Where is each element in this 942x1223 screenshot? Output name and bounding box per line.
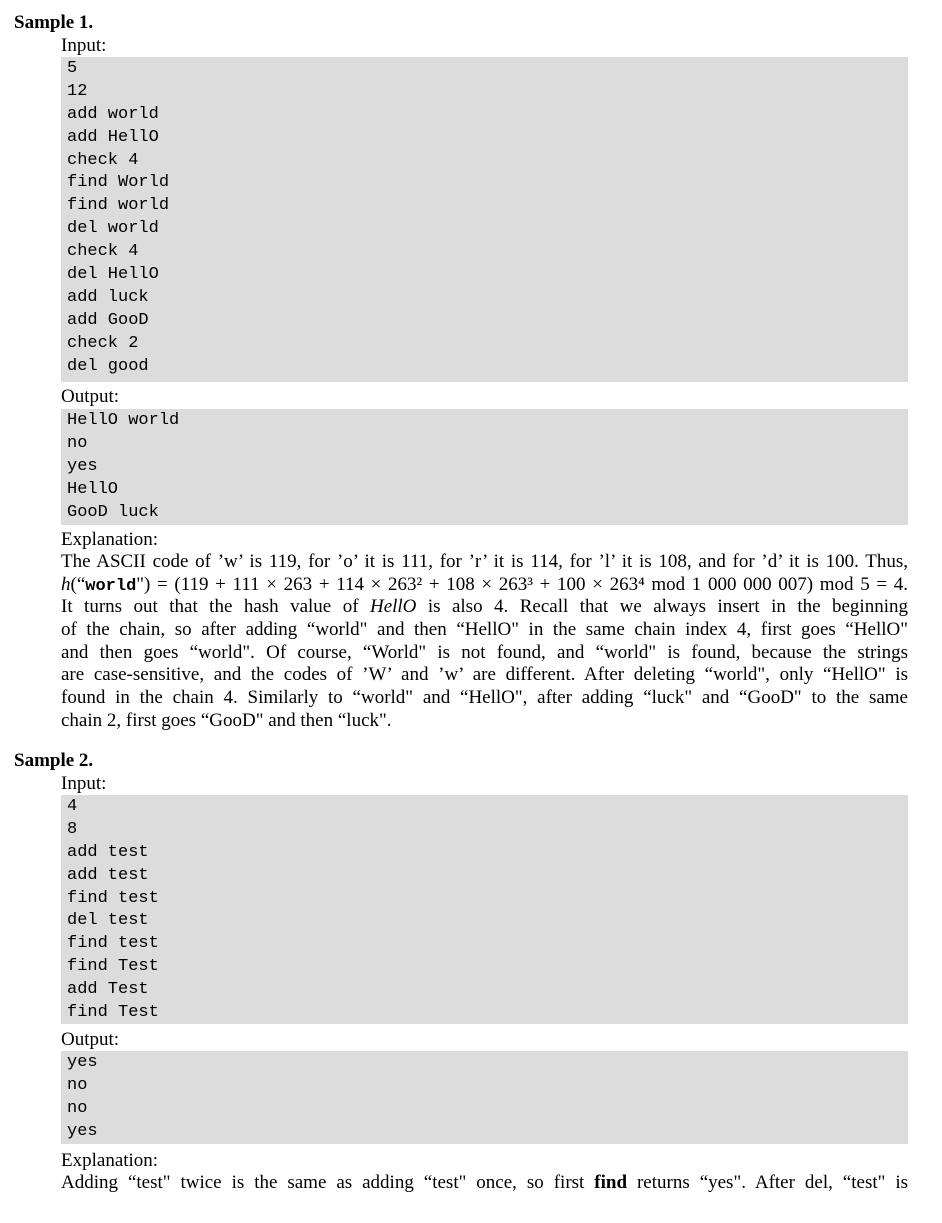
sample-2-input-box	[61, 795, 908, 1024]
explanation-line: and then goes “world". Of course, “World" is not found, and “world" is found, because the strings	[61, 641, 908, 663]
code-line: yes	[67, 1053, 98, 1072]
sample-1-input-label: Input:	[61, 35, 107, 56]
code-line: GooD luck	[67, 502, 159, 522]
code-line: no	[67, 1075, 88, 1095]
hash-function-symbol: h	[61, 573, 71, 595]
explanation-line: found in the chain 4. Similarly to “world" and “HellO", after adding “luck" and “GooD" to the same	[61, 687, 908, 709]
explanation-text: It turns out that the hash value of	[61, 596, 370, 618]
code-line: yes	[67, 1121, 98, 1141]
code-line: check 4	[67, 242, 139, 262]
code-line: add world	[67, 104, 159, 124]
sample-2-explanation	[61, 1172, 908, 1195]
explanation-text: returns “yes". After del, “test" is	[627, 1172, 909, 1193]
code-line: del HellO	[67, 265, 159, 285]
code-line: 4	[67, 797, 78, 816]
code-line: add test	[67, 842, 149, 862]
code-line: add luck	[67, 287, 149, 307]
code-line: del world	[67, 219, 159, 239]
explanation-line	[61, 1172, 908, 1195]
formula-rest: ") = (119 + 111 × 263 + 114 × 263² + 108 × 263³ + 100 × 263⁴ mod 1 000 000 007) mod 5 = 4.	[136, 573, 908, 595]
code-line: add Test	[67, 980, 149, 1000]
code-line: find Test	[67, 957, 159, 977]
code-line: find Test	[67, 1003, 159, 1023]
sample-2-explanation-label: Explanation:	[61, 1150, 159, 1171]
explanation-line: of the chain, so after adding “world" and then “HellO" in the same chain index 4, first goes “HellO"	[61, 619, 908, 641]
code-line: no	[67, 433, 88, 453]
explanation-line: The ASCII code of ’w’ is 119, for ’o’ it is 111, for ’r’ it is 114, for ’l’ it is 108, and for ’d’ it is 100. Thus,	[61, 551, 908, 572]
code-line: find world	[67, 196, 170, 216]
code-line: HellO world	[67, 411, 180, 430]
sample-1-output-label: Output:	[61, 386, 120, 407]
code-line: del test	[67, 911, 149, 931]
code-line: 12	[67, 81, 88, 101]
sample-2-output-label: Output:	[61, 1029, 120, 1050]
code-line: no	[67, 1098, 88, 1118]
sample-1-explanation	[61, 551, 908, 733]
explanation-text: Adding “test" twice is the same as adding “test" once, so first	[61, 1172, 595, 1193]
explanation-line	[61, 596, 908, 619]
sample-2-heading: Sample 2.	[14, 750, 94, 771]
code-line: 8	[67, 819, 78, 839]
code-line: add test	[67, 865, 149, 885]
code-line: yes	[67, 456, 98, 476]
sample-2-output-box	[61, 1051, 908, 1144]
code-line: find test	[67, 888, 159, 908]
sample-1-explanation-label: Explanation:	[61, 529, 159, 550]
sample-2-input-label: Input:	[61, 773, 107, 794]
explanation-italic-word: HellO	[369, 596, 417, 618]
formula-word: world	[85, 576, 137, 596]
code-line: 5	[67, 59, 78, 78]
code-line: find test	[67, 934, 159, 954]
explanation-formula-line	[61, 574, 908, 597]
explanation-text: is also 4. Recall that we always insert in the beginning	[416, 596, 908, 618]
code-line: find World	[67, 173, 170, 193]
explanation-bold-word: find	[594, 1172, 628, 1193]
code-line: check 4	[67, 150, 139, 170]
explanation-line: chain 2, first goes “GooD" and then “luck".	[61, 709, 392, 731]
sample-1-output-box	[61, 409, 908, 525]
code-line: add GooD	[67, 310, 149, 330]
explanation-line: are case-sensitive, and the codes of ’W’ and ’w’ are different. After deleting “world", only “HellO" is	[61, 664, 908, 686]
code-line: del good	[67, 356, 149, 376]
sample-1-input-box	[61, 57, 908, 382]
code-line: check 2	[67, 333, 139, 353]
formula-open-quote: (“	[70, 573, 86, 595]
sample-1-heading: Sample 1.	[14, 12, 94, 33]
code-line: add HellO	[67, 127, 159, 147]
code-line: HellO	[67, 479, 119, 499]
